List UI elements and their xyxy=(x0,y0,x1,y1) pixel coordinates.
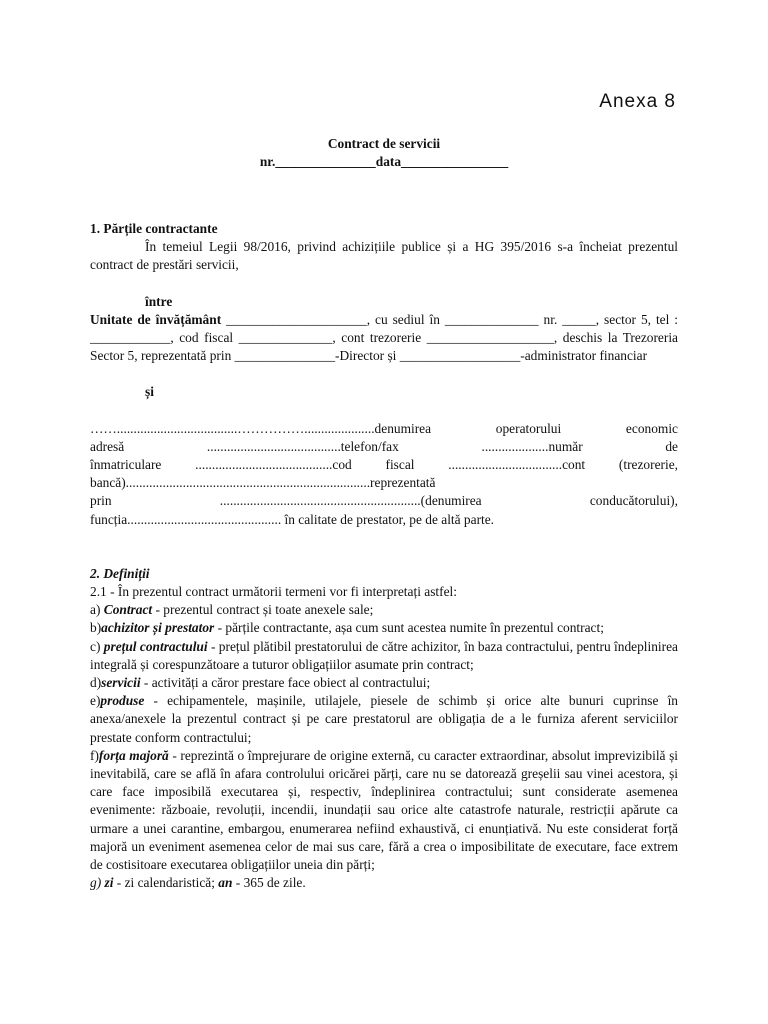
section2-intro: 2.1 - În prezentul contract următorii termeni vor fi interpretați astfel: xyxy=(90,584,457,600)
contract-body xyxy=(90,220,678,893)
party2-line: funcția.............................................. în calitate de prestator, pe de altă parte. xyxy=(90,511,495,527)
definition-b: b)achizitor și prestator - părțile contractante, așa cum sunt acestea numite în prezentul contract; xyxy=(90,620,604,636)
party2-line: adresă ........................................telefon/fax ....................număr de xyxy=(90,438,678,454)
definition-g: g) zi - zi calendaristică; an - 365 de zile. xyxy=(90,875,306,891)
annex-label: Anexa 8 xyxy=(599,91,676,112)
definition-a: a) Contract - prezentul contract și toate anexele sale; xyxy=(90,602,374,618)
definition-d: d)servicii - activități a căror prestare face obiect al contractului; xyxy=(90,675,431,691)
and-label: și xyxy=(145,384,154,400)
party2-line: ……....................................…………….....................denumirea operatorului economic xyxy=(90,420,678,436)
party1-text: _____________________, cu sediul în ______________ nr. _____, sector 5, tel : ____________, cod fiscal ______________, cont trezorerie ___________________, deschis la Trezoreria Sector 5, reprezentată prin _______________-Director și __________________-administrator financiar xyxy=(90,311,678,364)
title-block xyxy=(90,135,678,171)
definition-c: c) prețul contractului - prețul plătibil prestatorului de către achizitor, în baza contractului, pentru îndeplinirea integrală și corespunzătoare a tuturor obligațiilor asumate prin contract; xyxy=(90,638,678,672)
contract-title: Contract de servicii xyxy=(327,136,441,151)
section1-intro: În temeiul Legii 98/2016, privind achizițiile publice și a HG 395/2016 s-a încheiat prezentul contract de prestări servicii, xyxy=(90,239,678,273)
party2-paragraph xyxy=(90,420,678,529)
definition-f: f)forța majoră - reprezintă o împrejurare de origine externă, cu caracter extraordinar, absolut imprevizibilă și inevitabilă, care se află în afara controlului oricărei părți, care nu se datorează greșelii sau vinei acestora, și care face imposibilă executarea și, respectiv, îndeplinirea contractului; sunt considerate asemenea evenimente: războaie, revoluții, incendii, inundații sau orice alte catastrofe naturale, restricții apărute ca urmare a unei carantine, embargou, enumerarea nefiind exhaustivă, ci enunțiativă. Nu este considerat forță majoră un eveniment asemenea celor de mai sus care, fără a crea o imposibilitate de executare, face extrem de costisitoare executarea obligațiilor uneia din părți; xyxy=(90,747,679,873)
between-label: între xyxy=(145,293,173,309)
party2-line: înmatriculare .........................................cod fiscal ..................................cont (trezorerie, xyxy=(90,457,678,473)
party2-line: prin ............................................................(denumirea conducătorului), xyxy=(90,493,678,509)
definition-e: e)produse - echipamentele, mașinile, utilajele, piesele de schimb și orice alte bunuri cuprinse în anexa/anexele la prezentul contract și pe care prestatorul are obligația de a le furniza aferent serviciilor prestate conform contractului; xyxy=(90,693,678,745)
party2-line: bancă).........................................................................reprezentată xyxy=(90,475,436,491)
party1-paragraph xyxy=(90,311,678,366)
contract-number-line: nr._______________data________________ xyxy=(259,154,509,169)
section1-heading: 1. Părțile contractante xyxy=(90,221,218,236)
section2-heading: 2. Definiții xyxy=(90,565,150,581)
party1-label: Unitate de învățământ xyxy=(90,311,222,327)
